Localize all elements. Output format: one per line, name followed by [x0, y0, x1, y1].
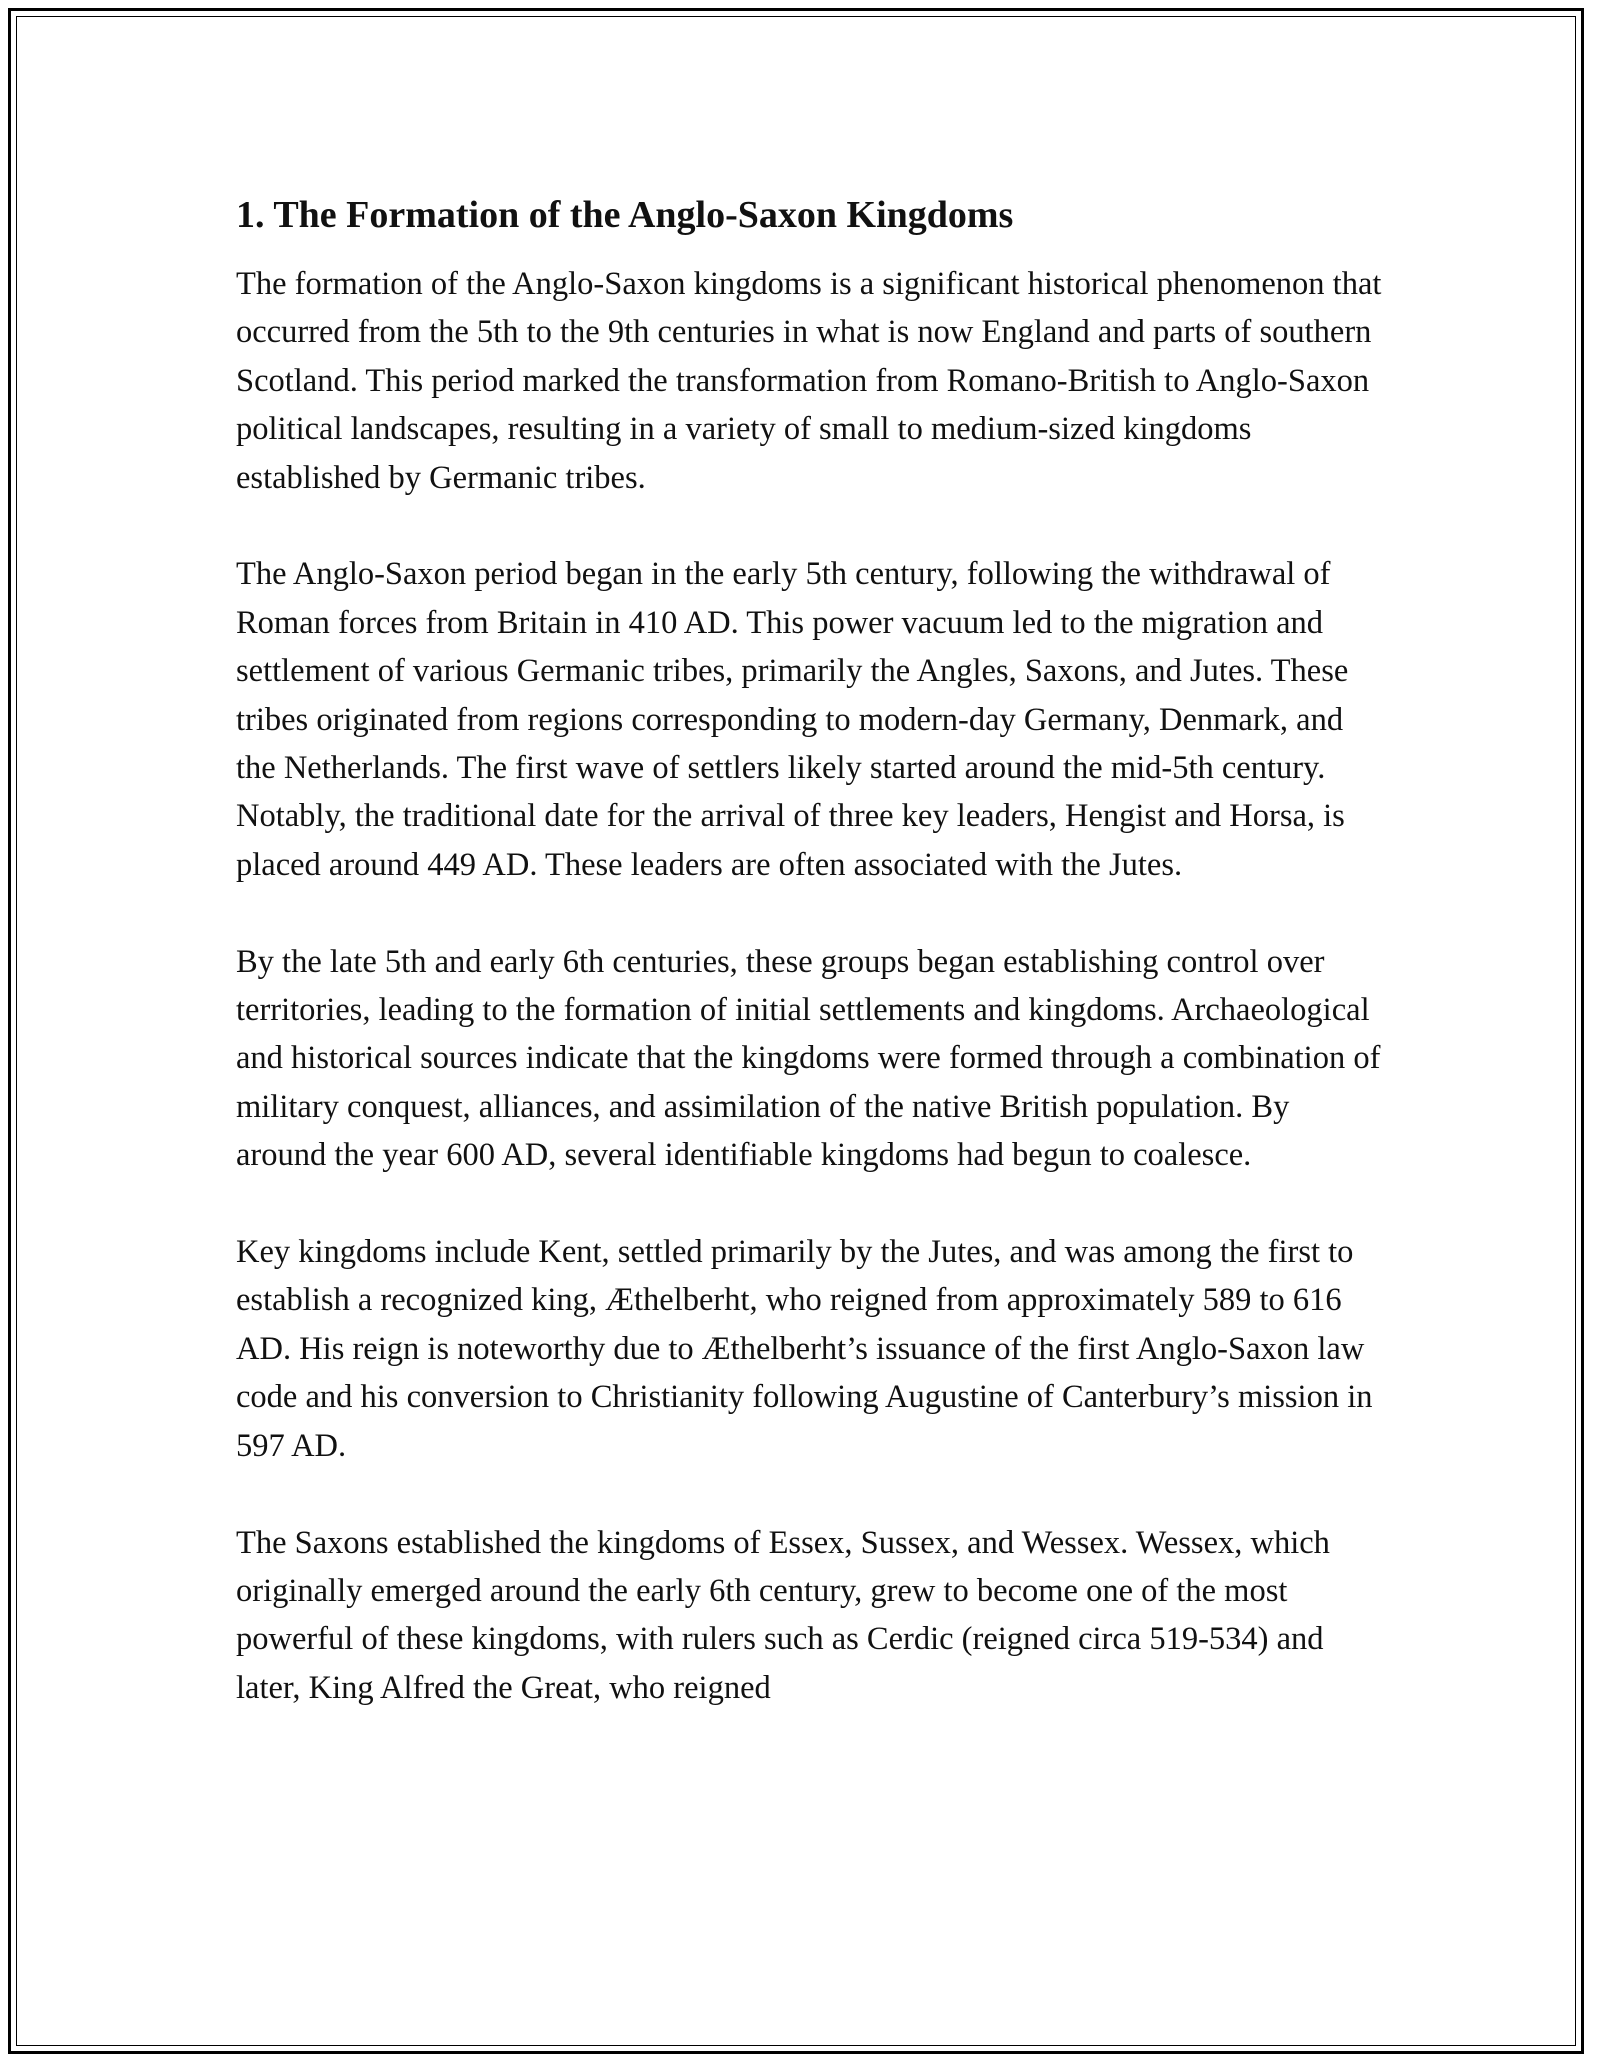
paragraph-3: By the late 5th and early 6th centuries, these groups began establishing control over territories, leading to the formation of initial settlements and kingdoms. Archaeological and historical sources indicate that the kingdoms were formed through a combination of military conquest, alliances, and assimilation of the native British population. By around the year 600 AD, several identifiable kingdoms had begun to coalesce. [236, 943, 1381, 1174]
document-body [236, 188, 1386, 1761]
paragraph-4: Key kingdoms include Kent, settled primarily by the Jutes, and was among the first to establish a recognized king, Æthelberht, who reigned from approximately 589 to 616 AD. His reign is noteworthy due to Æthelberht’s issuance of the first Anglo-Saxon law code and his conversion to Christianity following Augustine of Canterbury’s mission in 597 AD. [236, 1234, 1373, 1464]
section-heading: 1. The Formation of the Anglo-Saxon Kingdoms [236, 194, 1014, 236]
paragraph-2: The Anglo-Saxon period began in the early 5th century, following the withdrawal of Roman forces from Britain in 410 AD. This power vacuum led to the migration and settlement of various Germanic tribes, primarily the Angles, Saxons, and Jutes. These tribes originated from regions corresponding to modern-day Germany, Denmark, and the Netherlands. The first wave of settlers likely started around the mid-5th century. Notably, the traditional date for the arrival of three key leaders, Hengist and Horsa, is placed around 449 AD. These leaders are often associated with the Jutes. [236, 556, 1349, 883]
paragraph-1: The formation of the Anglo-Saxon kingdoms is a significant historical phenomenon that occurred from the 5th to the 9th centuries in what is now England and parts of southern Scotland. This period marked the transformation from Romano-British to Anglo-Saxon political landscapes, resulting in a variety of small to medium-sized kingdoms established by Germanic tribes. [236, 266, 1382, 496]
paragraph-5: The Saxons established the kingdoms of Essex, Sussex, and Wessex. Wessex, which originally emerged around the early 6th century, grew to become one of the most powerful of these kingdoms, with rulers such as Cerdic (reigned circa 519-534) and later, King Alfred the Great, who reigned [236, 1524, 1330, 1706]
